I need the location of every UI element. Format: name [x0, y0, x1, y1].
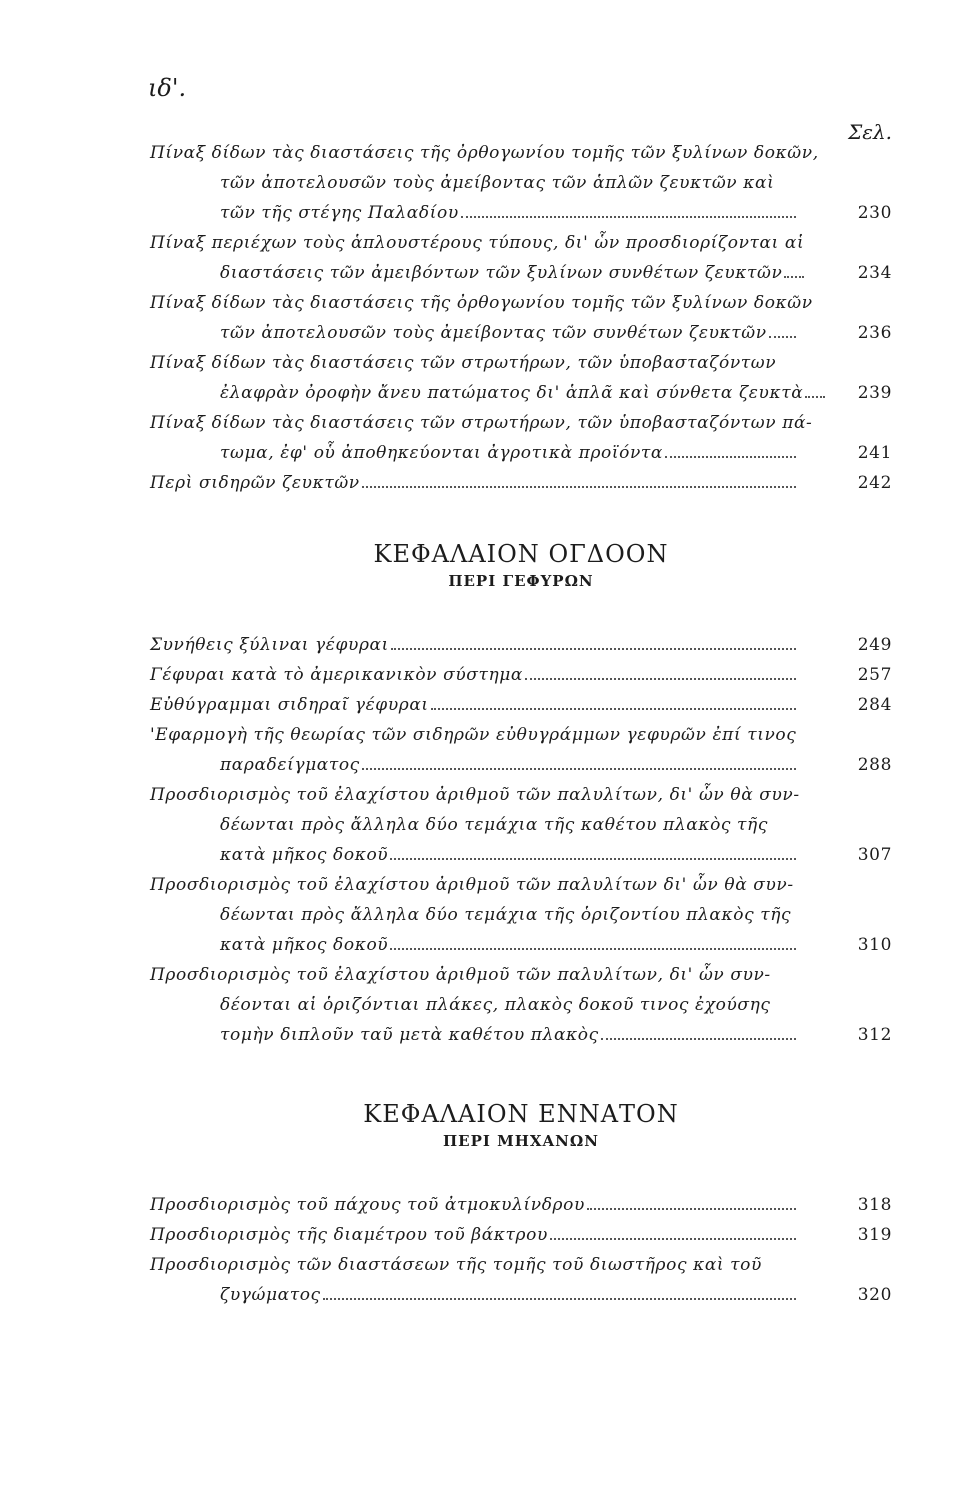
toc-page-number: 242	[857, 473, 892, 493]
toc-page-number: 236	[857, 323, 892, 343]
dot-leader	[587, 1208, 796, 1210]
toc-entry-line	[150, 438, 892, 468]
toc-entry-text: Πίναξ δίδων τὰς διαστάσεις τῶν στρωτήρων, τῶν ὑποβασταζόντων πά-	[150, 413, 813, 433]
toc-page-number: 320	[857, 1285, 892, 1305]
toc-entry-text: Πίναξ δίδων τὰς διαστάσεις τῆς ὀρθογωνίου τομῆς τῶν ξυλίνων δοκῶν,	[150, 143, 819, 163]
toc-entry-line	[150, 258, 892, 288]
toc-entry	[150, 1190, 892, 1220]
toc-entry-line	[150, 810, 892, 840]
toc-entry-line	[150, 900, 892, 930]
toc-page-number: 288	[857, 755, 892, 775]
chapter-title: ΚΕΦΑΛΑΙΟΝ ΕΝΝΑΤΟΝ	[363, 1100, 679, 1128]
toc-entry-line	[150, 750, 892, 780]
toc-entry-text: κατὰ μῆκος δοκοῦ	[220, 935, 389, 955]
toc-entry	[150, 408, 892, 468]
toc-entry-text: Προσδιορισμὸς τῶν διαστάσεων τῆς τομῆς τοῦ διωστῆρος καὶ τοῦ	[150, 1255, 762, 1275]
chapter-8-heading	[150, 540, 892, 590]
toc-entry-text: ζυγώματος	[220, 1285, 321, 1305]
toc-entry	[150, 960, 892, 1050]
toc-page-number: 230	[857, 203, 892, 223]
toc-section-machines	[150, 1190, 892, 1310]
toc-entry-line	[150, 690, 892, 720]
toc-page-number: 257	[857, 665, 892, 685]
toc-entry	[150, 1250, 892, 1310]
chapter-title: ΚΕΦΑΛΑΙΟΝ ΟΓΔΟΟΝ	[373, 540, 669, 568]
toc-entry-text: δέωνται πρὸς ἄλληλα δύο τεμάχια τῆς ὁριζοντίου πλακὸς τῆς	[220, 905, 792, 925]
dot-leader	[525, 678, 796, 680]
toc-entry-text: Πίναξ δίδων τὰς διαστάσεις τῶν στρωτήρων, τῶν ὑποβασταζόντων	[150, 353, 777, 373]
toc-entry-line	[150, 198, 892, 228]
toc-entry-text: 'Εφαρμογὴ τῆς θεωρίας τῶν σιδηρῶν εὐθυγράμμων γεφυρῶν ἐπί τινος	[150, 725, 797, 745]
dot-leader	[461, 216, 796, 218]
chapter-subtitle: ΠΕΡΙ ΓΕΦΥΡΩΝ	[448, 572, 594, 590]
toc-entry-text: Εὐθύγραμμαι σιδηραῖ γέφυραι	[150, 695, 429, 715]
toc-section-tables	[150, 138, 892, 498]
toc-entry-line	[150, 138, 892, 168]
toc-page-number: 310	[857, 935, 892, 955]
toc-entry-line	[150, 1020, 892, 1050]
toc-entry-text: Πίναξ περιέχων τοὺς ἁπλουστέρους τύπους, δι' ὧν προσδιορίζονται αἱ	[150, 233, 805, 253]
toc-entry-line	[150, 318, 892, 348]
toc-entry	[150, 870, 892, 960]
toc-entry-line	[150, 630, 892, 660]
toc-entry-line	[150, 1190, 892, 1220]
dot-leader	[665, 456, 796, 458]
toc-page-number: 249	[857, 635, 892, 655]
toc-entry	[150, 720, 892, 780]
dot-leader	[362, 768, 796, 770]
toc-entry-line	[150, 408, 892, 438]
dot-leader	[550, 1238, 796, 1240]
toc-entry-line	[150, 720, 892, 750]
dot-leader	[323, 1298, 796, 1300]
dot-leader	[362, 486, 796, 488]
toc-section-bridges	[150, 630, 892, 1050]
toc-entry-text: διαστάσεις τῶν ἀμειβόντων τῶν ξυλίνων συνθέτων ζευκτῶν	[220, 263, 783, 283]
chapter-subtitle: ΠΕΡΙ ΜΗΧΑΝΩΝ	[443, 1132, 599, 1150]
chapter-9-heading	[150, 1100, 892, 1150]
toc-entry-line	[150, 930, 892, 960]
toc-entry-text: τῶν ἀποτελουσῶν τοὺς ἀμείβοντας τῶν ἁπλῶν ζευκτῶν καὶ	[220, 173, 775, 193]
toc-entry-line	[150, 228, 892, 258]
toc-entry-text: Προσδιορισμὸς τοῦ ἐλαχίστου ἀριθμοῦ τῶν παλυλίτων δι' ὧν θὰ συν-	[150, 875, 794, 895]
toc-entry-text: ἐλαφρὰν ὀροφὴν ἄνευ πατώματος δι' ἁπλᾶ καὶ σύνθετα ζευκτὰ	[220, 383, 804, 403]
toc-entry-line	[150, 468, 892, 498]
toc-page-number: 318	[857, 1195, 892, 1215]
toc-entry	[150, 138, 892, 228]
toc-entry	[150, 228, 892, 288]
toc-entry	[150, 630, 892, 660]
toc-entry-text: Περὶ σιδηρῶν ζευκτῶν	[150, 473, 360, 493]
toc-page-number: 234	[857, 263, 892, 283]
dot-leader	[390, 948, 796, 950]
toc-entry-line	[150, 870, 892, 900]
toc-entry	[150, 780, 892, 870]
toc-entry-line	[150, 960, 892, 990]
toc-entry-text: Προσδιορισμὸς τοῦ ἐλαχίστου ἀριθμοῦ τῶν παλυλίτων, δι' ὧν θὰ συν-	[150, 785, 800, 805]
toc-entry-line	[150, 378, 892, 408]
toc-entry-text: κατὰ μῆκος δοκοῦ	[220, 845, 389, 865]
dot-leader	[769, 336, 796, 338]
toc-page-number: 284	[857, 695, 892, 715]
toc-entry	[150, 288, 892, 348]
toc-entry-line	[150, 780, 892, 810]
dot-leader	[390, 858, 796, 860]
toc-entry-text: Προσδιορισμὸς τοῦ πάχους τοῦ ἀτμοκυλίνδρου	[150, 1195, 585, 1215]
toc-page-number: 239	[857, 383, 892, 403]
toc-entry-text: τῶν τῆς στέγης Παλαδίου	[220, 203, 459, 223]
toc-entry-line	[150, 1220, 892, 1250]
toc-entry-text: Συνήθεις ξύλιναι γέφυραι	[150, 635, 389, 655]
toc-entry-text: Πίναξ δίδων τὰς διαστάσεις τῆς ὀρθογωνίου τομῆς τῶν ξυλίνων δοκῶν	[150, 293, 813, 313]
toc-page-number: 312	[857, 1025, 892, 1045]
toc-entry	[150, 1220, 892, 1250]
dot-leader	[784, 276, 804, 278]
toc-entry-text: Προσδιορισμὸς τῆς διαμέτρου τοῦ βάκτρου	[150, 1225, 548, 1245]
toc-entry-line	[150, 1250, 892, 1280]
toc-entry	[150, 468, 892, 498]
dot-leader	[601, 1038, 796, 1040]
toc-entry-text: Γέφυραι κατὰ τὸ ἀμερικανικὸν σύστημα	[150, 665, 523, 685]
page-column-label: Σελ.	[848, 120, 892, 144]
toc-entry-text: τωμα, ἐφ' οὗ ἀποθηκεύονται ἀγροτικὰ προϊόντα	[220, 443, 664, 463]
toc-entry-line	[150, 990, 892, 1020]
toc-entry	[150, 348, 892, 408]
toc-entry-line	[150, 288, 892, 318]
toc-entry	[150, 660, 892, 690]
toc-entry-line	[150, 660, 892, 690]
toc-entry-line	[150, 348, 892, 378]
dot-leader	[391, 648, 796, 650]
dot-leader	[805, 396, 825, 398]
dot-leader	[431, 708, 796, 710]
toc-entry-text: δέονται αἱ ὁριζόντιαι πλάκες, πλακὸς δοκοῦ τινος ἐχούσης	[220, 995, 771, 1015]
toc-page-number: 307	[857, 845, 892, 865]
toc-entry-text: παραδείγματος	[220, 755, 360, 775]
page-number: ιδ'.	[148, 74, 187, 102]
toc-entry-text: τῶν ἀποτελουσῶν τοὺς ἀμείβοντας τῶν συνθέτων ζευκτῶν	[220, 323, 767, 343]
toc-entry-text: Προσδιορισμὸς τοῦ ἐλαχίστου ἀριθμοῦ τῶν παλυλίτων, δι' ὧν συν-	[150, 965, 771, 985]
toc-page-number: 319	[857, 1225, 892, 1245]
toc-entry-text: τομὴν διπλοῦν ταῦ μετὰ καθέτου πλακὸς	[220, 1025, 599, 1045]
toc-page-number: 241	[857, 443, 892, 463]
toc-entry-text: δέωνται πρὸς ἄλληλα δύο τεμάχια τῆς καθέτου πλακὸς τῆς	[220, 815, 768, 835]
toc-entry-line	[150, 840, 892, 870]
toc-entry	[150, 690, 892, 720]
toc-entry-line	[150, 168, 892, 198]
toc-entry-line	[150, 1280, 892, 1310]
